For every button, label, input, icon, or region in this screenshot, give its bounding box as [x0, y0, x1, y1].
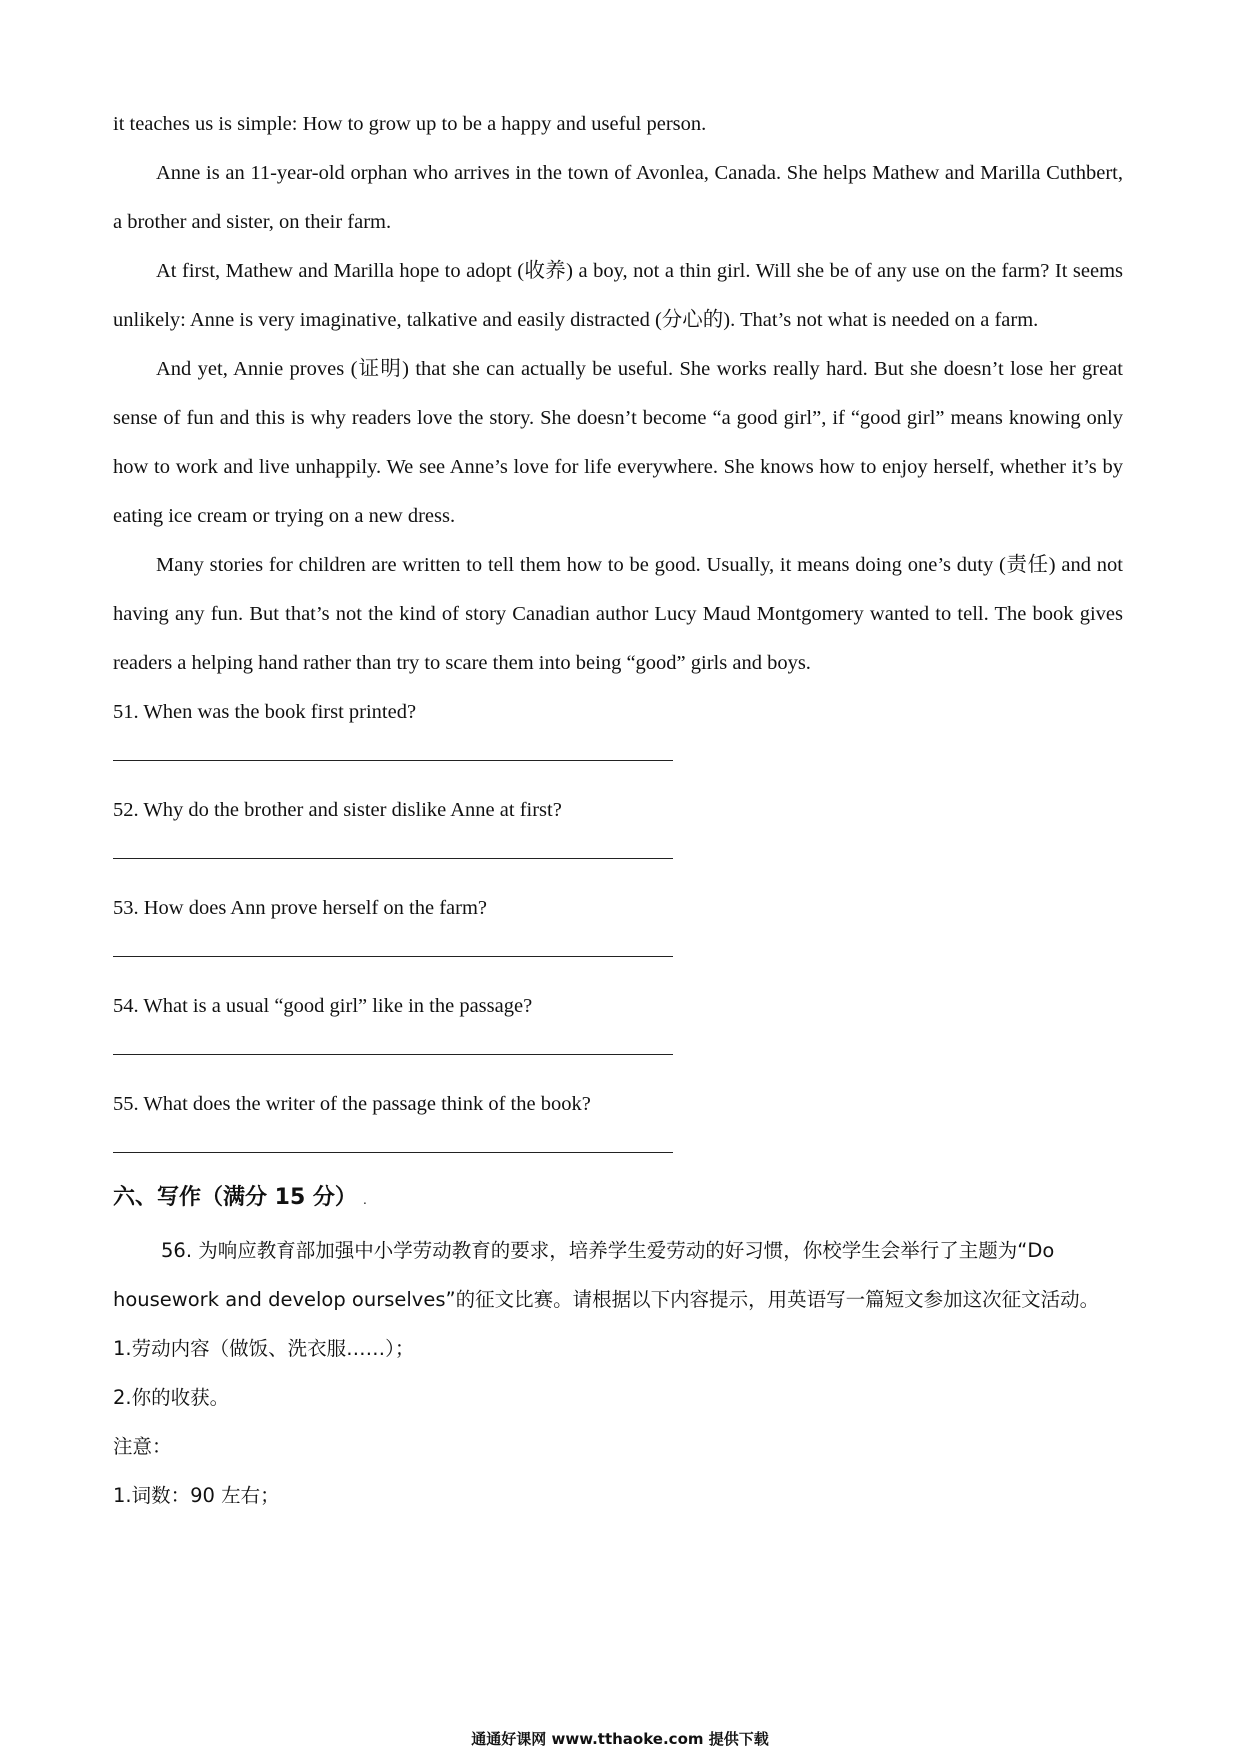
question-55: 55. What does the writer of the passage think of the book? — [113, 1093, 591, 1115]
passage-paragraph-5: Many stories for children are written to tell them how to be good. Usually, it means doing one’s duty (责任) and not having any fun. But that’s not the kind of story Canadian author Lucy Maud Montgomery wanted to tell. The book gives readers a helping hand rather than try to scare them into being “good” girls and boys. — [113, 554, 1123, 674]
passage-paragraph-1: it teaches us is simple: How to grow up to be a happy and useful person. — [113, 113, 707, 135]
answer-line-53 — [113, 956, 673, 957]
writing-point-1: 1.劳动内容（做饭、洗衣服……）； — [113, 1337, 415, 1360]
writing-point-2: 2.你的收获。 — [113, 1386, 230, 1409]
question-53: 53. How does Ann prove herself on the farm? — [113, 897, 488, 919]
writing-note-1: 1.词数：90 左右； — [113, 1484, 280, 1507]
writing-section-title-text: 六、写作（满分 15 分） — [113, 1185, 357, 1210]
answer-line-52 — [113, 858, 673, 859]
question-51: 51. When was the book first printed? — [113, 701, 417, 723]
question-52: 52. Why do the brother and sister dislike Anne at first? — [113, 799, 562, 821]
writing-section-title-mark: . — [362, 1193, 367, 1207]
question-54: 54. What is a usual “good girl” like in the passage? — [113, 995, 533, 1017]
document-page — [113, 100, 1123, 1520]
writing-note-label: 注意： — [113, 1435, 172, 1458]
passage-paragraph-2: Anne is an 11-year-old orphan who arrives in the town of Avonlea, Canada. She helps Mathew and Marilla Cuthbert, a brother and sister, on their farm. — [113, 162, 1123, 233]
answer-line-54 — [113, 1054, 673, 1055]
writing-prompt: 56. 为响应教育部加强中小学劳动教育的要求，培养学生爱劳动的好习惯，你校学生会举行了主题为“Do housework and develop ourselves”的征文比赛。请根据以下内容提示，用英语写一篇短文参加这次征文活动。 — [113, 1239, 1100, 1311]
answer-line-51 — [113, 760, 673, 761]
passage-paragraph-3: At first, Mathew and Marilla hope to adopt (收养) a boy, not a thin girl. Will she be of any use on the farm? It seems unlikely: Anne is very imaginative, talkative and easily distracted (分心的). That’s not what is needed on a farm. — [113, 260, 1123, 331]
answer-line-55 — [113, 1152, 673, 1153]
page-footer: 通通好课网 www.tthaoke.com 提供下载 — [471, 1730, 769, 1748]
passage-paragraph-4: And yet, Annie proves (证明) that she can actually be useful. She works really hard. But she doesn’t lose her great sense of fun and this is why readers love the story. She doesn’t become “a good girl”, if “good girl” means knowing only how to work and live unhappily. We see Anne’s love for life everywhere. She knows how to enjoy herself, whether it’s by eating ice cream or trying on a new dress. — [113, 358, 1123, 527]
writing-section-title — [113, 1178, 1123, 1220]
